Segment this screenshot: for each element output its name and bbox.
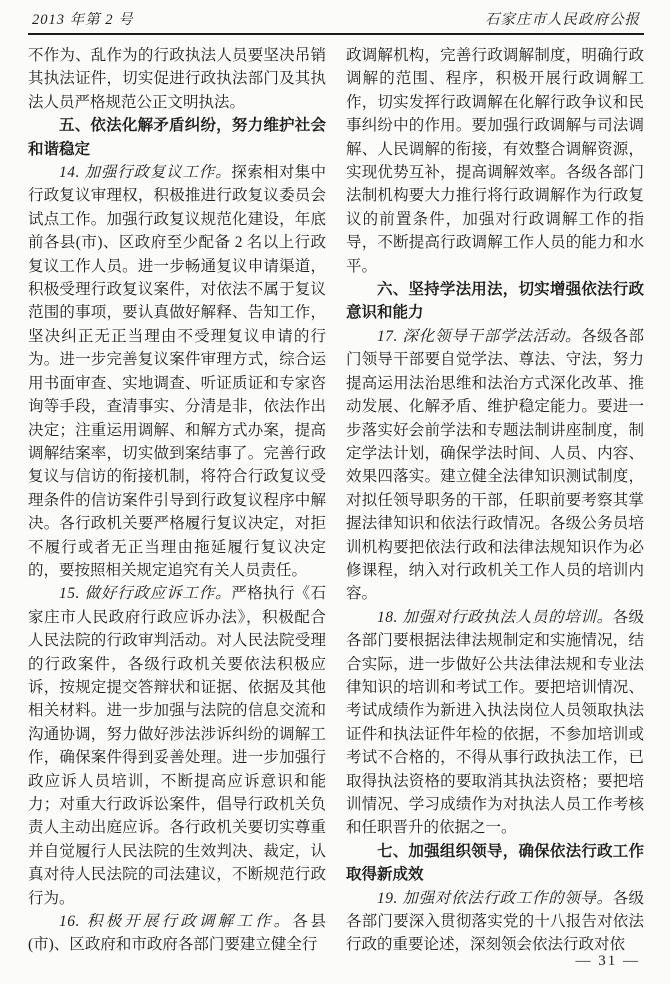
paragraph <box>346 44 644 278</box>
text-run: 七、加强组织领导，确保依法行政工作取得新成效 <box>346 842 644 884</box>
paragraph <box>346 325 644 606</box>
item-title-run: 17. 深化领导干部学法活动。 <box>377 327 582 345</box>
text-run: 各级各部门要深入贯彻落实党的十八报告对依法行政的重要论述，深刻领会依法行政对依 <box>346 889 644 954</box>
paragraph <box>28 161 326 582</box>
section-heading <box>346 840 644 887</box>
page-header <box>28 8 644 29</box>
paragraph <box>346 606 644 840</box>
section-heading <box>28 114 326 161</box>
text-run: 六、坚持学法用法，切实增强依法行政意识和能力 <box>346 281 644 322</box>
text-columns <box>28 44 644 957</box>
item-title-run: 16. 积极开展行政调解工作。 <box>59 913 293 931</box>
text-run: 严格执行《石家庄市人民政府行政应诉办法》，积极配合人民法院的行政审判活动。对人民法院受理的行政案件，各级行政机关要依法积极应诉，按规定提交答辩状和证据、依据及其他相关材料。进一步加强与法院的信息交流和沟通协调，努力做好涉法涉诉纠纷的调解工作，确保案件得到妥善处理。进一步加强行政应诉人员培训，不断提高应诉意识和能力；对重大行政诉讼案件，倡导行政机关负责人主动出庭应诉。各行政机关要切实尊重并自觉履行人民法院的生效判决、裁定，认真对待人民法院的司法建议，不断规范行政行为。 <box>28 585 326 907</box>
item-title-run: 19. 加强对依法行政工作的领导。 <box>377 889 613 907</box>
header-rule <box>28 33 644 35</box>
paragraph <box>346 887 644 957</box>
text-run: 各级各部门要根据法律法规制定和实施情况，结合实际，进一步做好公共法律法规和专业法律知识的培训和考试工作。要把培训情况、考试成绩作为新进入执法岗位人员领取执法证件和执法证件年检的依据，不参加培训或考试不合格的，不得从事行政执法工作，已取得执法资格的要取消其执法资格；要把培训情况、学习成绩作为对执法人员工作考核和任职晋升的依据之一。 <box>346 608 644 837</box>
item-title-run: 18. 加强对行政执法人员的培训。 <box>377 608 613 626</box>
header-gazette-title: 石家庄市人民政府公报 <box>485 12 640 28</box>
text-run: 不作为、乱作为的行政执法人员要坚决吊销其执法证件，切实促进行政执法部门及其执法人员严格规范公正文明执法。 <box>28 47 326 111</box>
text-run: 政调解机构，完善行政调解制度，明确行政调解的范围、程序，积极开展行政调解工作，切实发挥行政调解在化解行政争议和民事纠纷中的作用。要加强行政调解与司法调解、人民调解的衔接，有效整合调解资源，实现优势互补，提高调解效率。各级各部门法制机构要大力推行将行政调解作为行政复议的前置条件，加强对行政调解工作的指导，不断提高行政调解工作人员的能力和水平。 <box>346 47 644 275</box>
text-run: 探索相对集中行政复议审理权，积极推进行政复议委员会试点工作。加强行政复议规范化建设，年底前各县(市)、区政府至少配备 2 名以上行政复议工作人员。进一步畅通复议申请渠道，积极受理行政复议案件，对依法不属于复议范围的事项，要认真做好解释、告知工作，坚决纠正无正当理由不受理复议申请的行为。进一步完善复议案件审理方式，综合运用书面审查、实地调查、听证质证和专家咨询等手段，查清事实、分清是非，依法作出决定；注重运用调解、和解方式办案，提高调解结案率，切实做到案结事了。完善行政复议与信访的衔接机制，将符合行政复议受理条件的信访案件引导到行政复议程序中解决。各行政机关要严格履行复议决定，对拒不履行或者无正当理由拖延履行复议决定的，要按照相关规定追究有关人员责任。 <box>28 164 326 579</box>
header-issue-number: 2013 年第 2 号 <box>32 12 134 28</box>
item-title-run: 14. 加强行政复议工作。 <box>59 164 232 182</box>
right-column <box>346 44 644 957</box>
section-heading <box>346 278 644 325</box>
text-run: 各县(市)、区政府和市政府各部门要建立健全行 <box>28 913 326 954</box>
page-number: — 31 — <box>575 953 640 969</box>
item-title-run: 15. 做好行政应诉工作。 <box>59 585 232 603</box>
paragraph <box>28 44 326 114</box>
paragraph <box>28 910 326 957</box>
left-column <box>28 44 326 957</box>
paragraph <box>28 582 326 910</box>
text-run: 五、依法化解矛盾纠纷，努力维护社会和谐稳定 <box>28 117 326 158</box>
text-run: 各级各部门领导干部要自觉学法、尊法、守法，努力提高运用法治思维和法治方式深化改革、推动发展、化解矛盾、维护稳定能力。要进一步落实好会前学法和专题法制讲座制度，制定学法计划，确保学法时间、人员、内容、效果四落实。建立健全法律知识测试制度，对拟任领导职务的干部，任职前要考察其掌握法律知识和依法行政情况。各级公务员培训机构要把依法行政和法律法规知识作为必修课程，纳入对行政机关工作人员的培训内容。 <box>346 327 644 603</box>
